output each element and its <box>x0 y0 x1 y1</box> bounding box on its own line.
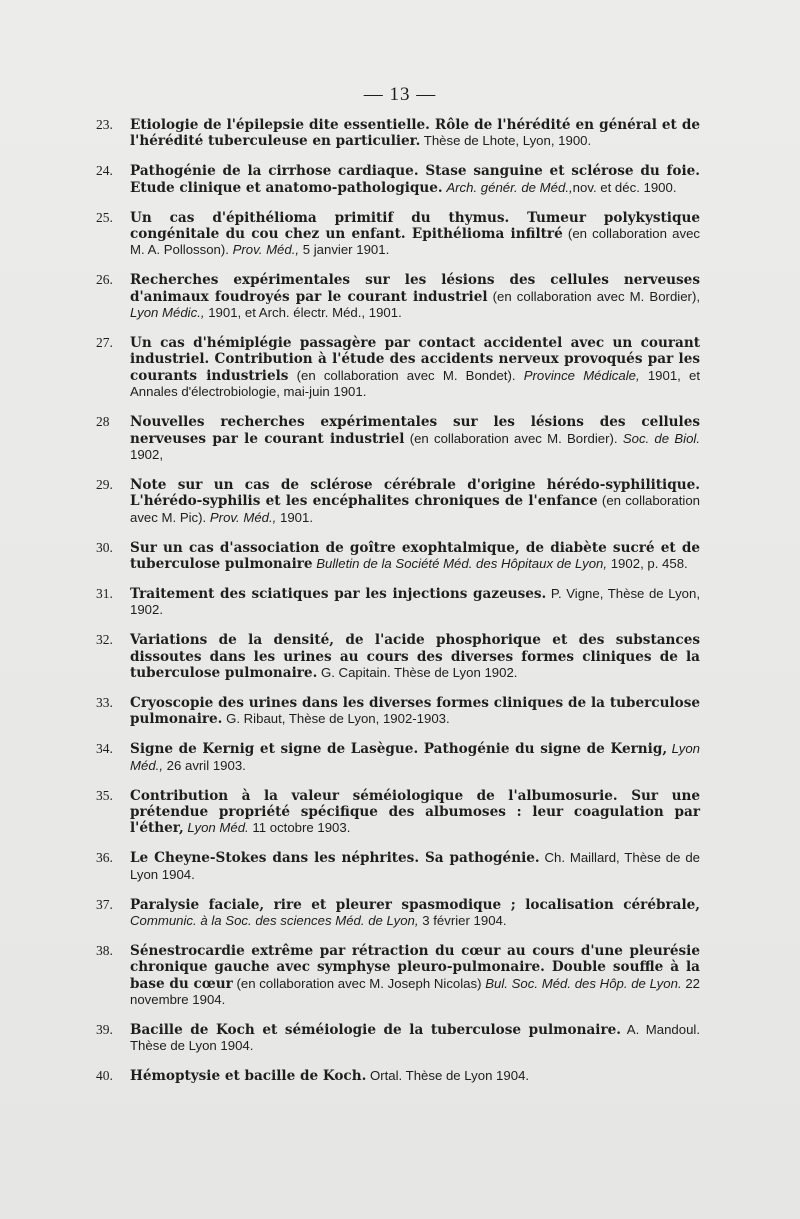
entry-number: 24. <box>96 163 113 179</box>
bibliography-entry <box>96 1022 700 1055</box>
entry-journal: Arch. génér. de Méd., <box>446 179 573 195</box>
entry-journal: Bul. Soc. Méd. des Hôp. de Lyon. <box>485 975 682 991</box>
entry-details: G. Ribaut, Thèse de Lyon, 1902-1903. <box>222 711 450 727</box>
entry-title: Pathogénie de la cirrhose cardiaque. Stase sanguine et sclérose du foie. Etude clinique et anatomo-pathologique. <box>130 163 700 196</box>
entry-number: 23. <box>96 117 113 132</box>
entry-journal: Soc. de Biol. <box>622 430 700 446</box>
entry-number: 32. <box>96 632 113 648</box>
entry-title: Signe de Kernig et signe de Lasègue. Pathogénie du signe de Kernig, <box>130 741 668 758</box>
entry-details: (en collaboration avec M. Bordier), <box>487 288 700 304</box>
entry-details: (en collaboration avec M. Joseph Nicolas) <box>232 975 486 991</box>
entry-title: Un cas d'hémiplégie passagère par contact accidentel avec un courant industriel. Contribution à l'étude des accidents nerveux provoqués par les courants industriels <box>130 335 700 384</box>
entry-journal: Lyon Méd. <box>187 820 249 836</box>
bibliography-entry <box>96 788 700 837</box>
entry-date: 1901, et Arch. électr. Méd., 1901. <box>204 305 402 321</box>
entry-details: Thèse de Lhote, Lyon, 1900. <box>420 133 592 149</box>
bibliography-entry <box>96 1068 700 1084</box>
entry-title: Etiologie de l'épilepsie dite essentielle. Rôle de l'hérédité en général et de l'hérédité tuberculeuse en particulier. <box>130 117 700 150</box>
bibliography-entry <box>96 586 700 619</box>
entry-title: Un cas d'épithélioma primitif du thymus. Tumeur polykystique congénitale du cou chez un enfant. Epithélioma infiltré <box>130 209 700 243</box>
bibliography-entry <box>96 897 700 930</box>
entry-number: 36. <box>96 850 113 866</box>
entry-number: 27. <box>96 335 113 351</box>
entry-details: (en collaboration avec M. Pic). <box>130 493 700 525</box>
entry-number: 31. <box>96 585 113 601</box>
bibliography-entry <box>96 695 700 728</box>
bibliography-entry <box>96 943 700 1009</box>
bibliography-list <box>96 117 700 1098</box>
entry-journal: Bulletin de la Société Méd. des Hôpitaux de Lyon, <box>316 556 608 572</box>
bibliography-entry <box>96 632 700 681</box>
entry-date: nov. et déc. 1900. <box>572 179 677 195</box>
entry-title: Variations de la densité, de l'acide phosphorique et des substances dissoutes dans les urines au cours des diverses formes cliniques de la tuberculose pulmonaire. <box>130 632 700 682</box>
entry-date: 1901, et Annales d'électrobiologie, mai-juin 1901. <box>130 367 700 400</box>
entry-details: Ch. Maillard, Thèse de de Lyon 1904. <box>130 850 700 882</box>
entry-details: P. Vigne, Thèse de Lyon, 1902. <box>130 585 700 618</box>
entry-date: 1902, p. 458. <box>607 556 688 572</box>
entry-number: 30. <box>96 539 113 555</box>
entry-date: 11 octobre 1903. <box>248 820 351 836</box>
entry-journal: Communic. à la Soc. des sciences Méd. de Lyon, <box>130 913 419 929</box>
entry-number: 33. <box>96 694 113 710</box>
bibliography-entry <box>96 414 700 463</box>
entry-title: Bacille de Koch et séméiologie de la tuberculose pulmonaire. <box>130 1022 621 1039</box>
bibliography-entry <box>96 163 700 196</box>
entry-number: 38. <box>96 942 113 958</box>
bibliography-entry <box>96 540 700 573</box>
entry-journal: Lyon Méd., <box>130 741 700 773</box>
page-number: — 13 — <box>363 84 437 105</box>
entry-title: Le Cheyne-Stokes dans les néphrites. Sa pathogénie. <box>130 850 540 867</box>
entry-details: (en collaboration avec M. A. Pollosson). <box>130 226 700 258</box>
bibliography-entry <box>96 477 700 526</box>
entry-title: Recherches expérimentales sur les lésions des cellules nerveuses d'animaux foudroyés par le courant industriel <box>130 272 700 305</box>
entry-journal: Lyon Médic., <box>130 305 205 321</box>
entry-details: Ortal. Thèse de Lyon 1904. <box>366 1068 530 1084</box>
entry-number: 37. <box>96 896 113 912</box>
entry-number: 29. <box>96 476 113 492</box>
entry-title: Cryoscopie des urines dans les diverses formes cliniques de la tuberculose pulmonaire. <box>130 694 700 728</box>
entry-date: 1901. <box>276 509 313 525</box>
entry-date: 1902, <box>130 447 164 462</box>
entry-details: (en collaboration avec M. Bondet). <box>288 367 524 383</box>
entry-details: A. Mandoul. Thèse de Lyon 1904. <box>130 1022 701 1054</box>
entry-title: Contribution à la valeur séméiologique de l'albumosurie. Sur une prétendue propriété spécifique des albumoses : leur coagulation par l'éther, <box>130 787 700 837</box>
entry-title: Nouvelles recherches expérimentales sur les lésions des cellules nerveuses par le courant industriel <box>130 414 700 447</box>
entry-number: 40. <box>96 1068 113 1084</box>
entry-title: Paralysie faciale, rire et pleurer spasmodique ; localisation cérébrale, <box>130 896 700 913</box>
bibliography-entry <box>96 850 700 883</box>
entry-details: (en collaboration avec M. Bordier). <box>404 430 623 446</box>
entry-details: G. Capitain. Thèse de Lyon 1902. <box>317 665 518 681</box>
entry-number: 39. <box>96 1022 113 1038</box>
entry-title: Note sur un cas de sclérose cérébrale d'origine hérédo-syphilitique. L'hérédo-syphilis et les encéphalites chroniques de l'enfance <box>130 476 700 510</box>
bibliography-entry <box>96 272 700 321</box>
entry-number: 26. <box>96 272 113 288</box>
entry-date: 26 avril 1903. <box>162 757 246 773</box>
entry-number: 35. <box>96 787 113 803</box>
entry-date: 22 novembre 1904. <box>130 975 700 1008</box>
entry-journal: Province Médicale, <box>523 367 640 383</box>
entry-number: 34. <box>96 741 113 757</box>
entry-journal: Prov. Méd., <box>232 242 300 258</box>
entry-journal: Prov. Méd., <box>209 509 277 525</box>
entry-number: 25. <box>96 209 113 225</box>
bibliography-entry <box>96 335 700 401</box>
entry-date: 3 février 1904. <box>418 913 507 929</box>
entry-title: Sénestrocardie extrême par rétraction du cœur au cours d'une pleurésie chronique gauche avec symphyse pleuro-pulmonaire. Double souffle à la base du cœur <box>130 942 700 992</box>
entry-date: 5 janvier 1901. <box>299 242 390 258</box>
bibliography-entry <box>96 210 700 259</box>
bibliography-entry <box>96 741 700 774</box>
entry-title: Hémoptysie et bacille de Koch. <box>130 1068 367 1085</box>
entry-number: 28 <box>96 414 110 430</box>
bibliography-entry <box>96 117 700 150</box>
entry-title: Traitement des sciatiques par les injections gazeuses. <box>130 585 547 602</box>
entry-title: Sur un cas d'association de goître exophtalmique, de diabète sucré et de tuberculose pulmonaire <box>130 539 700 573</box>
